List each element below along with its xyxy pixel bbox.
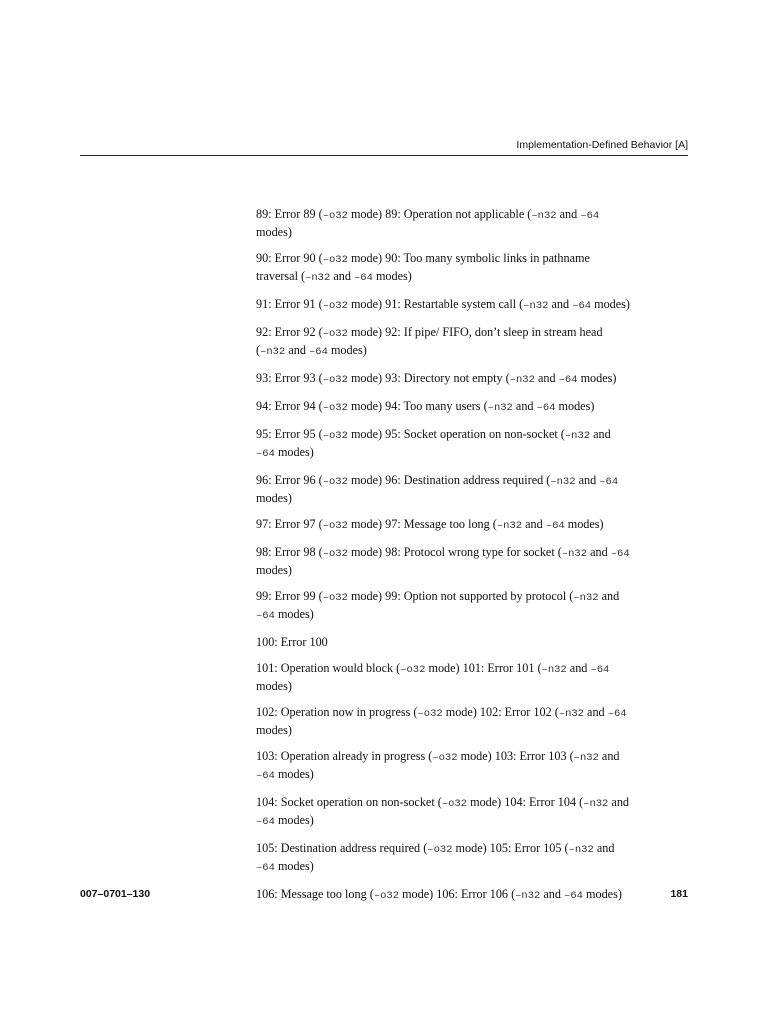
list-item-text: mode) 105: Error 105 ( (452, 841, 569, 855)
list-item-text: and (593, 841, 615, 855)
document-number: 007–0701–130 (80, 888, 151, 900)
list-item-text: and (584, 705, 608, 719)
list-item-text: 105: Destination address required ( (256, 841, 428, 855)
mode-flag: –n32 (515, 890, 541, 902)
list-item-text: modes) (564, 517, 604, 531)
running-head: Implementation-Defined Behavior [A] (516, 139, 688, 151)
list-item (256, 370, 696, 388)
mode-flag: –n32 (583, 798, 609, 810)
list-item-text: modes) (274, 859, 314, 873)
list-item-text: and (512, 399, 537, 413)
list-item-line (256, 426, 696, 444)
list-item-text: modes) (256, 723, 292, 737)
mode-flag: –n32 (550, 476, 576, 488)
list-item-text: 92: Error 92 ( (256, 325, 323, 339)
list-item-line (256, 886, 696, 904)
mode-flag: –o32 (322, 476, 348, 488)
list-item-line (256, 722, 696, 738)
mode-flag: –64 (353, 272, 373, 284)
mode-flag: –o32 (322, 402, 348, 414)
list-item-text: and (575, 473, 600, 487)
list-item-text: modes) (274, 767, 314, 781)
mode-flag: –n32 (564, 430, 591, 442)
list-item-text: modes) (577, 371, 617, 385)
mode-flag: –64 (256, 862, 275, 874)
mode-flag: –o32 (441, 798, 468, 810)
list-item-text: mode) 95: Socket operation on non-socket ( (347, 427, 565, 441)
list-item-line (256, 812, 696, 830)
mode-flag: –64 (572, 300, 592, 312)
mode-flag: –n32 (487, 402, 513, 414)
list-item (256, 324, 696, 360)
mode-flag: –o32 (322, 430, 348, 442)
mode-flag: –64 (564, 890, 583, 902)
mode-flag: –64 (580, 210, 600, 222)
list-item-text: modes) (256, 679, 292, 693)
list-item-line (256, 370, 696, 388)
list-item-line (256, 562, 696, 578)
mode-flag: –64 (558, 374, 578, 386)
list-item-text: traversal ( (256, 269, 306, 283)
list-item (256, 748, 696, 784)
mode-flag: –o32 (432, 752, 458, 764)
list-item-text: and (548, 297, 573, 311)
list-item-text: 106: Message too long ( (256, 887, 374, 901)
list-item-text: and (285, 343, 309, 357)
mode-flag: –64 (590, 664, 610, 676)
list-item-text: mode) 93: Directory not empty ( (347, 371, 510, 385)
list-item-line (256, 296, 696, 314)
list-item-text: mode) 96: Destination address required ( (347, 473, 551, 487)
mode-flag: –o32 (322, 254, 348, 266)
list-item-line (256, 490, 696, 506)
list-item-text: mode) 92: If pipe/ FIFO, don’t sleep in stream head (347, 325, 603, 339)
list-item (256, 472, 696, 506)
list-item-text: modes) (372, 269, 412, 283)
list-item-text: mode) 89: Operation not applicable ( (347, 207, 532, 221)
list-item-text: and (598, 589, 620, 603)
list-item-text: mode) 99: Option not supported by protocol ( (347, 589, 574, 603)
mode-flag: –n32 (531, 210, 557, 222)
list-item-line (256, 748, 696, 766)
mode-flag: –64 (599, 476, 619, 488)
list-item (256, 840, 696, 876)
mode-flag: –o32 (322, 300, 348, 312)
mode-flag: –n32 (568, 844, 594, 856)
list-item-text: mode) 94: Too many users ( (347, 399, 488, 413)
list-item-text: and (540, 887, 565, 901)
mode-flag: –n32 (496, 520, 523, 532)
header-rule (80, 155, 688, 156)
list-item (256, 588, 696, 624)
mode-flag: –o32 (322, 210, 348, 222)
list-item-text: modes) (256, 563, 292, 577)
list-item-text: 94: Error 94 ( (256, 399, 323, 413)
mode-flag: –64 (607, 708, 627, 720)
list-item (256, 398, 696, 416)
list-item-line (256, 794, 696, 812)
list-item-text: 95: Error 95 ( (256, 427, 323, 441)
list-item-line (256, 250, 696, 268)
mode-flag: –64 (545, 520, 565, 532)
list-item (256, 660, 696, 694)
list-item-line (256, 268, 696, 286)
list-item (256, 250, 696, 286)
list-item-line (256, 634, 696, 650)
list-item (256, 544, 696, 578)
mode-flag: –64 (256, 448, 275, 460)
list-item (256, 704, 696, 738)
list-item-text: 99: Error 99 ( (256, 589, 323, 603)
list-item-line (256, 472, 696, 490)
mode-flag: –n32 (541, 664, 567, 676)
list-item-text: and (330, 269, 354, 283)
list-item (256, 206, 696, 240)
mode-flag: –o32 (417, 708, 443, 720)
mode-flag: –n32 (509, 374, 535, 386)
mode-flag: –o32 (322, 548, 348, 560)
list-item-text: and (566, 661, 591, 675)
list-item-text: 97: Error 97 ( (256, 517, 323, 531)
mode-flag: –o32 (322, 520, 348, 532)
list-item-line (256, 678, 696, 694)
mode-flag: –o32 (400, 664, 426, 676)
list-item-text: 96: Error 96 ( (256, 473, 323, 487)
list-item-text: modes) (274, 813, 314, 827)
list-item-text: ( (256, 343, 261, 357)
list-item-text: modes) (274, 607, 314, 621)
list-item (256, 886, 696, 904)
list-item-line (256, 588, 696, 606)
list-item-line (256, 606, 696, 624)
list-item-line (256, 544, 696, 562)
mode-flag: –n32 (561, 548, 588, 560)
mode-flag: –64 (536, 402, 556, 414)
list-item-text: mode) 101: Error 101 ( (425, 661, 542, 675)
list-item (256, 794, 696, 830)
list-item-text: modes) (327, 343, 367, 357)
mode-flag: –o32 (427, 844, 453, 856)
list-item-text: and (534, 371, 559, 385)
list-item-text: modes) (591, 297, 630, 311)
mode-flag: –64 (256, 816, 275, 828)
list-item-text: 102: Operation now in progress ( (256, 705, 418, 719)
page-number: 181 (670, 888, 688, 900)
list-item-line (256, 324, 696, 342)
mode-flag: –o32 (322, 374, 348, 386)
list-item-text: 100: Error 100 (256, 635, 328, 649)
list-item (256, 634, 696, 650)
list-item-text: mode) 91: Restartable system call ( (347, 297, 524, 311)
list-item-text: 93: Error 93 ( (256, 371, 323, 385)
mode-flag: –n32 (523, 300, 549, 312)
list-item-line (256, 224, 696, 240)
mode-flag: –o32 (373, 890, 400, 902)
mode-flag: –o32 (322, 328, 348, 340)
mode-flag: –n32 (305, 272, 331, 284)
list-item-text: and (587, 545, 611, 559)
mode-flag: –n32 (573, 752, 599, 764)
list-item (256, 426, 696, 462)
list-item-text: modes) (256, 225, 292, 239)
list-item-line (256, 766, 696, 784)
list-item-line (256, 516, 696, 534)
list-item-text: 98: Error 98 ( (256, 545, 323, 559)
list-item-line (256, 858, 696, 876)
list-item-text: 104: Socket operation on non-socket ( (256, 795, 442, 809)
list-item-text: 90: Error 90 ( (256, 251, 323, 265)
mode-flag: –o32 (322, 592, 348, 604)
mode-flag: –64 (256, 610, 275, 622)
list-item-text: 89: Error 89 ( (256, 207, 323, 221)
list-item-text: mode) 98: Protocol wrong type for socket ( (347, 545, 562, 559)
list-item-text: modes) (582, 887, 622, 901)
list-item-text: mode) 102: Error 102 ( (442, 705, 559, 719)
list-item-text: 91: Error 91 ( (256, 297, 323, 311)
mode-flag: –64 (256, 770, 275, 782)
list-item-line (256, 704, 696, 722)
list-item (256, 296, 696, 314)
list-item-text: modes) (274, 445, 314, 459)
mode-flag: –64 (610, 548, 630, 560)
mode-flag: –64 (308, 346, 328, 358)
list-item-text: mode) 97: Message too long ( (347, 517, 497, 531)
mode-flag: –n32 (558, 708, 584, 720)
list-item (256, 516, 696, 534)
list-item-text: and (522, 517, 546, 531)
list-item-line (256, 444, 696, 462)
list-item-text: 101: Operation would block ( (256, 661, 401, 675)
error-code-list (256, 206, 696, 914)
list-item-text: and (556, 207, 581, 221)
mode-flag: –n32 (573, 592, 599, 604)
list-item-text: mode) 104: Error 104 ( (467, 795, 584, 809)
list-item-text: mode) 103: Error 103 ( (457, 749, 574, 763)
list-item-line (256, 840, 696, 858)
list-item-line (256, 342, 696, 360)
list-item-text: and (590, 427, 611, 441)
list-item-text: mode) 106: Error 106 ( (399, 887, 516, 901)
list-item-line (256, 206, 696, 224)
list-item-text: modes) (555, 399, 595, 413)
list-item-text: and (598, 749, 620, 763)
list-item-line (256, 660, 696, 678)
mode-flag: –n32 (260, 346, 286, 358)
list-item-text: mode) 90: Too many symbolic links in pathname (347, 251, 590, 265)
list-item-text: and (608, 795, 630, 809)
list-item-line (256, 398, 696, 416)
list-item-text: modes) (256, 491, 292, 505)
list-item-text: 103: Operation already in progress ( (256, 749, 433, 763)
